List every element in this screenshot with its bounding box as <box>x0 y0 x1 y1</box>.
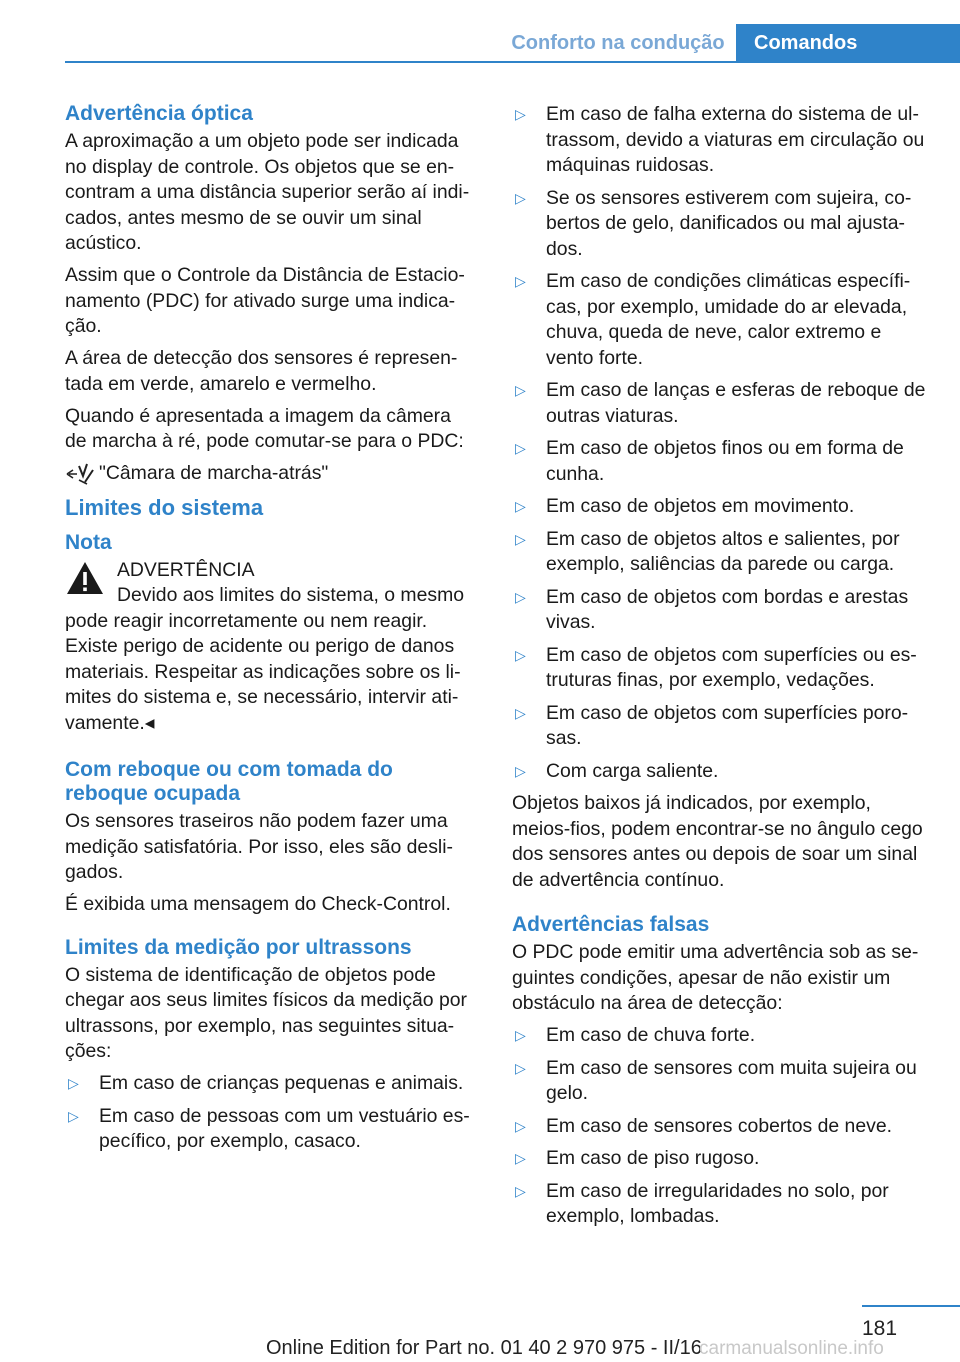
camera-menu-label: "Câmara de marcha-atrás" <box>99 462 329 484</box>
bullet-triangle-icon: ▷ <box>515 704 526 721</box>
bullet-triangle-icon: ▷ <box>515 273 526 289</box>
paragraph: Objetos baixos já indicados, por exemplo, meios-fios, podem encontrar-se no ângulo cego dos sensores antes ou depois de soar um sinal de advertência contínuo. <box>512 792 923 891</box>
rear-camera-icon <box>65 462 99 486</box>
list-item: ▷ Se os sensores estiverem com sujeira, co-bertos de gelo, danificados ou mal ajusta-dos. <box>515 186 912 260</box>
bullet-triangle-icon: ▷ <box>515 440 526 456</box>
bullet-triangle-icon: ▷ <box>515 382 526 398</box>
edition-note: Online Edition for Part no. 01 40 2 970 975 - II/16 <box>266 1337 702 1359</box>
heading-false-warnings: Advertências falsas <box>512 913 710 936</box>
heading-optical-warning: Advertência óptica <box>65 102 253 125</box>
bullet-triangle-icon: ▷ <box>515 1059 526 1076</box>
bullet-triangle-icon: ▷ <box>68 1075 79 1091</box>
paragraph: Quando é apresentada a imagem da câmera de marcha à ré, pode comutar-se para o PDC: <box>65 404 464 452</box>
heading-ultrasound-limits: Limites da medição por ultrassons <box>65 935 412 959</box>
bullet-list <box>512 102 926 784</box>
heading-system-limits: Limites do sistema <box>65 494 264 520</box>
bullet-triangle-icon: ▷ <box>515 646 526 663</box>
footer-rule <box>862 1305 960 1307</box>
list-item: ▷ Em caso de irregularidades no solo, por exemplo, lombadas. <box>515 1179 889 1227</box>
bullet-triangle-icon: ▷ <box>515 588 526 605</box>
page-header <box>0 0 960 64</box>
warning-triangle-icon <box>65 560 105 596</box>
header-section-title: Conforto na condução <box>511 32 725 54</box>
bullet-triangle-icon: ▷ <box>515 530 526 547</box>
bullet-triangle-icon: ▷ <box>515 1150 526 1166</box>
bullet-triangle-icon: ▷ <box>515 498 526 514</box>
list-item: ▷ Em caso de objetos em movimento. <box>512 494 926 520</box>
bullet-triangle-icon: ▷ <box>515 1117 526 1134</box>
bullet-list <box>65 1071 477 1155</box>
list-item: ▷ Em caso de objetos com superfícies ou es-truturas finas, por exemplo, vedações. <box>515 643 917 691</box>
list-item: ▷ Em caso de piso rugoso. <box>512 1146 926 1172</box>
list-item: ▷ Em caso de falha externa do sistema de ul-trassom, devido a viaturas em circulação ou máquinas ruidosas. <box>515 103 925 176</box>
bullet-triangle-icon: ▷ <box>515 762 526 779</box>
list-item: ▷ Em caso de objetos finos ou em forma de cunha. <box>515 437 904 485</box>
list-item: ▷ Em caso de lanças e esferas de reboque de outras viaturas. <box>515 379 926 427</box>
list-item: ▷ Com carga saliente. <box>512 759 926 785</box>
list-item: ▷ Em caso de pessoas com um vestuário es-pecífico, por exemplo, casaco. <box>68 1104 470 1152</box>
heading-trailer: Com reboque ou com tomada do reboque ocupada <box>65 758 393 805</box>
paragraph: O PDC pode emitir uma advertência sob as se-guintes condições, apesar de não existir um obstáculo na área de detecção: <box>512 941 919 1014</box>
list-item: ▷ Em caso de objetos com superfícies poro-sas. <box>515 701 909 749</box>
page-footer <box>0 1300 960 1362</box>
camera-menu-line <box>65 461 477 487</box>
warning-text: Devido aos limites do sistema, o mesmo pode reagir incorretamente ou nem reagir. Existe perigo de acidente ou perigo de danos materiais. Respeitar as indicações sobre os li-mites do sistema e, se necessário, intervir ati-vamente.◂ <box>65 584 465 734</box>
bullet-triangle-icon: ▷ <box>515 1182 526 1199</box>
bullet-list <box>512 1023 926 1230</box>
page-number: 181 <box>862 1317 898 1340</box>
list-item: ▷ Em caso de objetos com bordas e arestas vivas. <box>515 585 909 633</box>
warning-title: ADVERTÊNCIA <box>117 558 255 581</box>
paragraph: O sistema de identificação de objetos pode chegar aos seus limites físicos da medição por ultrassons, por exemplo, nas seguintes situa-ções: <box>65 963 468 1062</box>
list-item: ▷ Em caso de crianças pequenas e animais. <box>65 1071 477 1097</box>
list-item: ▷ Em caso de sensores cobertos de neve. <box>512 1114 926 1140</box>
bullet-triangle-icon: ▷ <box>515 106 526 122</box>
header-chapter-tab: Comandos <box>736 24 960 62</box>
bullet-triangle-icon: ▷ <box>68 1107 79 1124</box>
paragraph: Assim que o Controle da Distância de Estacio-namento (PDC) for ativado surge uma indica-ção. <box>65 264 465 337</box>
watermark: carmanualsonline.info <box>699 1338 884 1359</box>
list-item: ▷ Em caso de condições climáticas específi-cas, por exemplo, umidade do ar elevada, chuva, queda de neve, calor extremo e vento forte. <box>515 270 911 369</box>
left-column <box>65 102 477 1162</box>
header-rule <box>65 61 960 63</box>
list-item: ▷ Em caso de chuva forte. <box>512 1023 926 1049</box>
paragraph: É exibida uma mensagem do Check-Control. <box>65 893 451 915</box>
bullet-triangle-icon: ▷ <box>515 189 526 206</box>
heading-note: Nota <box>65 530 112 554</box>
warning-block <box>65 558 477 584</box>
right-column <box>512 102 926 1237</box>
paragraph: A área de detecção dos sensores é represen-tada em verde, amarelo e vermelho. <box>65 347 458 395</box>
list-item: ▷ Em caso de sensores com muita sujeira ou gelo. <box>515 1056 917 1104</box>
paragraph: Os sensores traseiros não podem fazer uma medição satisfatória. Por isso, eles são desli-gados. <box>65 810 453 883</box>
bullet-triangle-icon: ▷ <box>515 1027 526 1043</box>
list-item: ▷ Em caso de objetos altos e salientes, por exemplo, saliências da parede ou carga. <box>515 527 900 575</box>
paragraph: A aproximação a um objeto pode ser indicada no display de controle. Os objetos que se en-contram a uma distância superior serão aí indi-cados, antes mesmo de se ouvir um sinal acústico. <box>65 130 470 254</box>
